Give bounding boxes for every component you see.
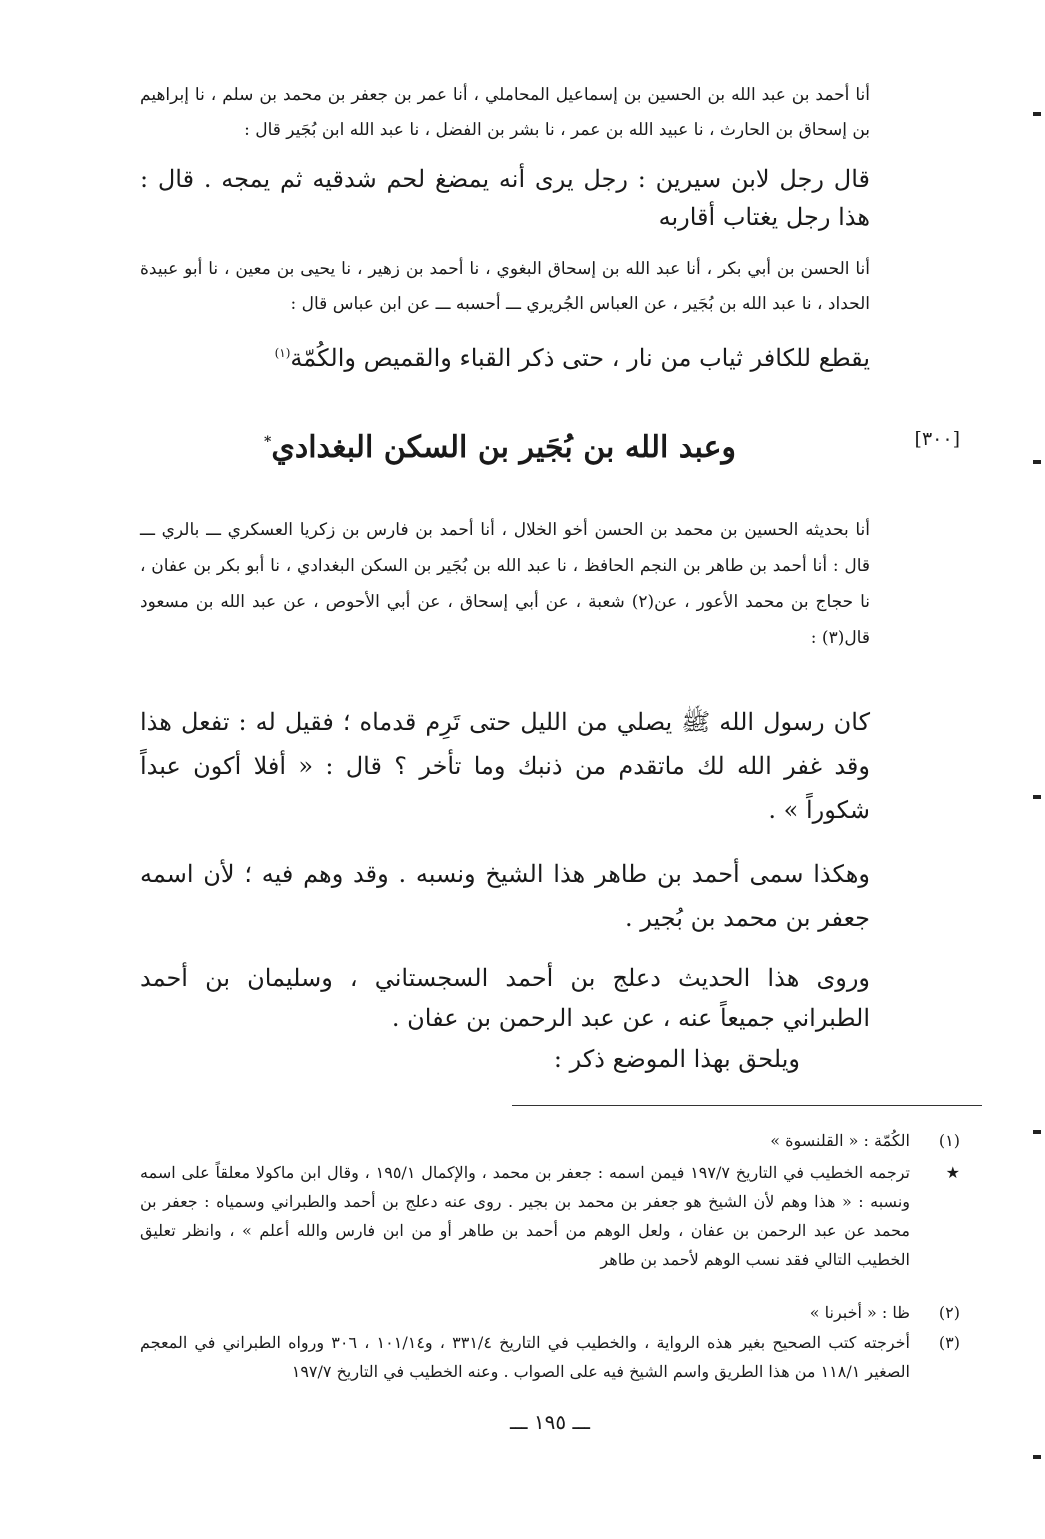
commentary-paragraph-2: وروى هذا الحديث دعلج بن أحمد السجستاني ، وسليمان بن أحمد الطبراني جميعاً عنه ، عن عبد الرحمن بن عفان . [140,964,870,1032]
matn-2-text: يقطع للكافر ثياب من نار ، حتى ذكر القباء والقميص والكُمّة [290,344,870,372]
footnote-star [140,1158,960,1274]
footnote-mark: (٣) [938,1333,960,1352]
page-number: ـــ ١٩٥ ـــ [509,1410,591,1434]
isnad-paragraph-2: أنا الحسن بن أبي بكر ، أنا عبد الله بن إسحاق البغوي ، نا أحمد بن زهير ، نا يحيى بن معين ، نا أبو عبيدة الحداد ، نا عبد الله بن بُجَير ، عن العباس الجُريري ـــ أحسبه ـــ عن ابن عباس قال : [140,259,870,314]
scan-edge-mark [1033,112,1041,116]
footnote-text: أخرجته كتب الصحيح بغير هذه الرواية ، والخطيب في التاريخ ٣٣١/٤ ، و١٠١/١٤ ، ٣٠٦ ورواه الطبراني في المعجم الصغير ١١٨/١ من هذا الطريق واسم الشيخ فيه على الصواب . وعنه الخطيب في التاريخ ١٩٧/٧ [140,1333,910,1381]
isnad-paragraph-1: أنا أحمد بن عبد الله بن الحسين بن إسماعيل المحاملي ، أنا عمر بن جعفر بن محمد بن سلم ، نا إبراهيم بن إسحاق بن الحارث ، نا عبيد الله بن عمر ، نا بشر بن الفضل ، نا عبد الله ابن بُجَير قال : [140,85,870,140]
scan-edge-mark [1033,795,1041,799]
entry-number: [٣٠٠] [914,428,960,450]
entry-title-star: * [264,434,272,450]
entry-title [220,420,780,470]
footnote-1 [140,1126,960,1155]
footnote-3 [140,1328,960,1386]
footnote-mark: (١) [938,1131,960,1150]
footnote-separator [512,1105,982,1106]
scan-edge-mark [1033,1130,1041,1134]
commentary-paragraph-3: ويلحق بهذا الموضع ذكر : [553,1045,800,1073]
matn-paragraph-2 [140,334,870,377]
footnote-ref-1: (١) [274,346,291,360]
scan-edge-mark [1033,460,1041,464]
commentary-paragraph-1: وهكذا سمى أحمد بن طاهر هذا الشيخ ونسبه . وقد وهم فيه ؛ لأن اسمه جعفر بن محمد بن بُجير . [140,860,870,932]
isnad-paragraph-3: أنا بحديثه الحسين بن محمد بن الحسن أخو الخلال ، أنا أحمد بن فارس بن زكريا العسكري ـــ بالري ـــ قال : أنا أحمد بن طاهر بن النجم الحافظ ، نا عبد الله بن بُجَير بن السكن البغدادي ، نا أبو بكر بن عفان ، نا حجاج بن محمد الأعور ، عن(٢) شعبة ، عن أبي إسحاق ، عن أبي الأحوص ، عن عبد الله بن مسعود قال(٣) : [140,520,870,648]
hadith-text: كان رسول الله ﷺ يصلي من الليل حتى تَرِم قدماه ؛ فقيل له : تفعل هذا وقد غفر الله لك ماتقدم من ذنبك وما تأخر ؟ قال : « أفلا أكون عبداً شكوراً » . [140,708,870,824]
footnote-2 [140,1298,960,1327]
footnote-text: الكُمّة : « القلنسوة » [770,1131,910,1150]
footnote-text: ترجمه الخطيب في التاريخ ١٩٧/٧ فيمن اسمه : جعفر بن محمد ، والإكمال ١٩٥/١ ، وقال ابن ماكولا معلقاً على اسمه ونسبه : « هذا وهم لأن الشيخ هو جعفر بن محمد بن بجير . روى عنه دعلج بن أحمد والطبراني وسمياه : جعفر بن محمد عن عبد الرحمن بن عفان ، ولعل الوهم من أحمد بن طاهر أو من ابن فارس والله أعلم » ، وانظر تعليق الخطيب التالي فقد نسب الوهم لأحمد بن طاهر [140,1163,911,1269]
footnote-mark: (٢) [938,1303,960,1322]
entry-title-text: وعبد الله بن بُجَير بن السكن البغدادي [271,430,736,465]
scan-edge-mark [1033,1455,1041,1459]
matn-paragraph-1: قال رجل لابن سيرين : رجل يرى أنه يمضغ لحم شدقيه ثم يمجه . قال : هذا رجل يغتاب أقاربه [140,165,870,231]
footnote-text: ظا : « أخبرنا » [809,1303,910,1322]
footnote-mark: ★ [945,1163,960,1182]
